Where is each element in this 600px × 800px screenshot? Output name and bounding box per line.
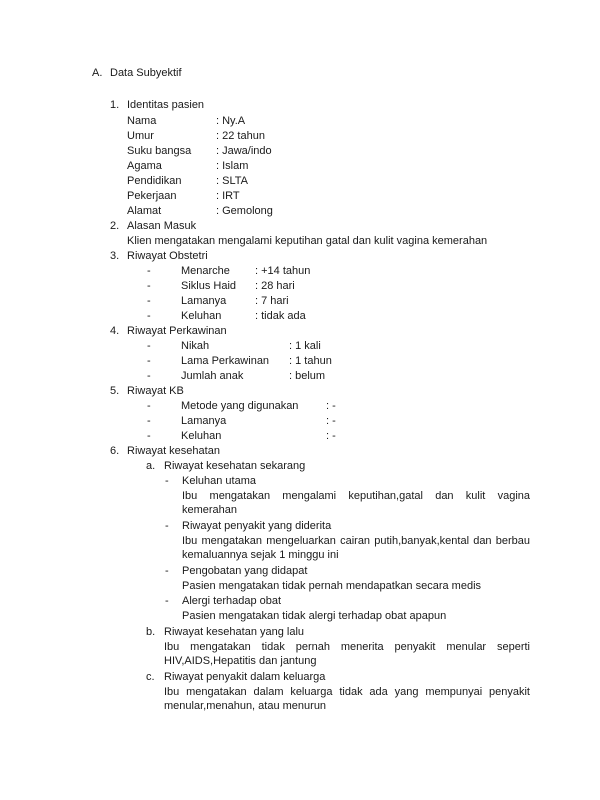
subsection-title: Riwayat kesehatan yang lalu — [164, 626, 305, 638]
field-label: Keluhan — [181, 430, 222, 442]
field-label: Umur — [127, 130, 154, 142]
subsection-marker: b. — [146, 626, 156, 638]
field-value: : 7 hari — [255, 295, 289, 307]
list-dash: - — [165, 595, 169, 607]
subsection-text: Ibu mengatakan dalam keluarga tidak ada yang mempunyai penyakit menular,menahun, atau menurun — [164, 686, 530, 712]
field-label: Jumlah anak — [181, 370, 244, 382]
field-value: : Jawa/indo — [216, 145, 272, 157]
list-dash: - — [165, 520, 169, 532]
sub-item-text: Pasien mengatakan tidak pernah mendapatkan secara medis — [182, 580, 482, 592]
field-label: Menarche — [181, 265, 230, 277]
sub-item-title: Riwayat penyakit yang diderita — [182, 520, 332, 532]
item-number: 3. — [110, 250, 120, 262]
list-dash: - — [147, 310, 151, 322]
field-value: : 22 tahun — [216, 130, 265, 142]
sub-item-title: Alergi terhadap obat — [182, 595, 282, 607]
field-value: : - — [326, 430, 336, 442]
sub-item-text: Pasien mengatakan tidak alergi terhadap obat apapun — [182, 610, 447, 622]
list-dash: - — [147, 400, 151, 412]
field-label: Lamanya — [181, 295, 227, 307]
field-value: : SLTA — [216, 175, 248, 187]
field-label: Agama — [127, 160, 162, 172]
field-label: Nikah — [181, 340, 210, 352]
field-label: Alamat — [127, 205, 162, 217]
item-number: 6. — [110, 445, 120, 457]
sub-item-text: Ibu mengatakan mengeluarkan cairan putih,banyak,kental dan berbau kemaluannya sejak 1 minggu ini — [182, 535, 530, 561]
field-value: : Gemolong — [216, 205, 273, 217]
field-value: : 28 hari — [255, 280, 295, 292]
sub-item-title: Pengobatan yang didapat — [182, 565, 308, 577]
item-number: 1. — [110, 99, 120, 111]
field-value: : Ny.A — [216, 115, 246, 127]
field-label: Keluhan — [181, 310, 222, 322]
subsection-marker: c. — [146, 671, 155, 683]
field-value: : - — [326, 415, 336, 427]
list-dash: - — [147, 340, 151, 352]
field-label: Lamanya — [181, 415, 227, 427]
item-title: Riwayat Obstetri — [127, 250, 208, 262]
item-text: Klien mengatakan mengalami keputihan gatal dan kulit vagina kemerahan — [127, 235, 488, 247]
item-title: Riwayat Perkawinan — [127, 325, 227, 337]
field-label: Metode yang digunakan — [181, 400, 299, 412]
item-title: Riwayat kesehatan — [127, 445, 220, 457]
field-value: : Islam — [216, 160, 249, 172]
field-value: : - — [326, 400, 336, 412]
field-value: : 1 tahun — [289, 355, 332, 367]
field-label: Nama — [127, 115, 157, 127]
item-number: 5. — [110, 385, 120, 397]
item-number: 4. — [110, 325, 120, 337]
list-dash: - — [147, 415, 151, 427]
list-dash: - — [165, 475, 169, 487]
field-label: Pendidikan — [127, 175, 182, 187]
subsection-text: Ibu mengatakan tidak pernah menerita penyakit menular seperti HIV,AIDS,Hepatitis dan jantung — [164, 641, 530, 667]
field-value: : IRT — [216, 190, 240, 202]
section-title: Data Subyektif — [110, 67, 182, 79]
list-dash: - — [147, 295, 151, 307]
item-title: Identitas pasien — [127, 99, 205, 111]
section-marker: A. — [92, 67, 103, 79]
item-number: 2. — [110, 220, 120, 232]
list-dash: - — [147, 355, 151, 367]
list-dash: - — [165, 565, 169, 577]
subsection-title: Riwayat penyakit dalam keluarga — [164, 671, 326, 683]
item-title: Riwayat KB — [127, 385, 184, 397]
field-label: Lama Perkawinan — [181, 355, 270, 367]
list-dash: - — [147, 430, 151, 442]
field-value: : tidak ada — [255, 310, 306, 322]
sub-item-text: Ibu mengatakan mengalami keputihan,gatal dan kulit vagina kemerahan — [182, 490, 530, 516]
field-value: : 1 kali — [289, 340, 321, 352]
field-label: Pekerjaan — [127, 190, 177, 202]
item-title: Alasan Masuk — [127, 220, 197, 232]
list-dash: - — [147, 370, 151, 382]
field-label: Siklus Haid — [181, 280, 237, 292]
list-dash: - — [147, 280, 151, 292]
sub-item-title: Keluhan utama — [182, 475, 256, 487]
field-value: : +14 tahun — [255, 265, 311, 277]
list-dash: - — [147, 265, 151, 277]
subsection-title: Riwayat kesehatan sekarang — [164, 460, 306, 472]
field-label: Suku bangsa — [127, 145, 192, 157]
subsection-marker: a. — [146, 460, 156, 472]
field-value: : belum — [289, 370, 326, 382]
